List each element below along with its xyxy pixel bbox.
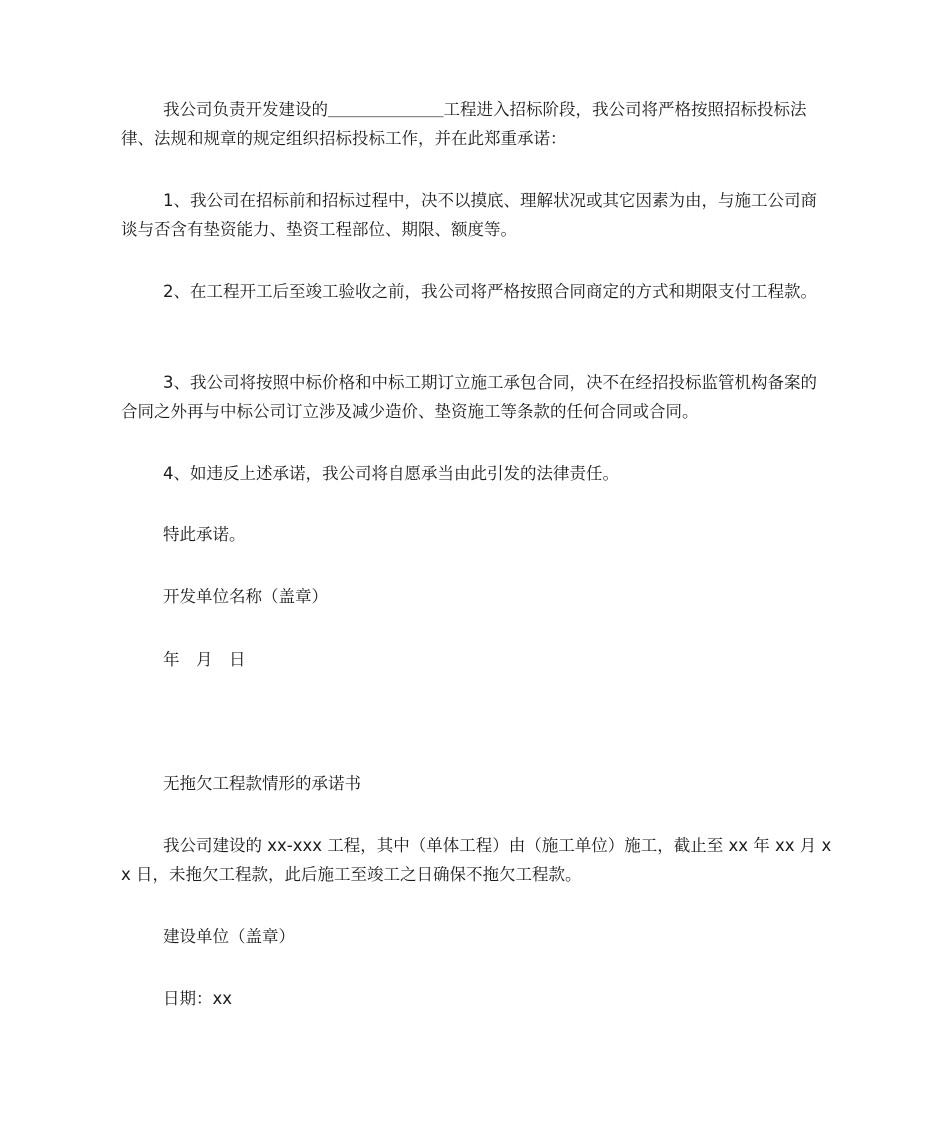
date-line: 年 月 日	[163, 650, 246, 669]
commitment-item-3: 3、我公司将按照中标价格和中标工期订立施工承包合同，决不在经招投标监管机构备案的合同之外再与中标公司订立涉及减少造价、垫资施工等条款的任何合同或合同。	[121, 373, 817, 421]
commitment-closing: 特此承诺。	[163, 525, 246, 544]
commitment-item-4: 4、如违反上述承诺，我公司将自愿承当由此引发的法律责任。	[163, 464, 619, 483]
no-arrears-statement: 我公司建设的 xx-xxx 工程，其中（单体工程）由（施工单位）施工，截止至 xx 年 xx 月 xx 日，未拖欠工程款，此后施工至竣工之日确保不拖欠工程款。	[121, 836, 832, 884]
commitment-intro-paragraph: 我公司负责开发建设的＿＿＿＿＿＿＿工程进入招标阶段，我公司将严格按照招标投标法律、法规和规章的规定组织招标投标工作，并在此郑重承诺：	[121, 100, 807, 148]
date-field: 日期：xx	[163, 989, 233, 1008]
developer-signature-line: 开发单位名称（盖章）	[163, 587, 328, 606]
second-document-title: 无拖欠工程款情形的承诺书	[163, 774, 361, 793]
commitment-item-1: 1、我公司在招标前和招标过程中，决不以摸底、理解状况或其它因素为由，与施工公司商谈与否含有垫资能力、垫资工程部位、期限、额度等。	[121, 191, 817, 239]
commitment-item-2: 2、在工程开工后至竣工验收之前，我公司将严格按照合同商定的方式和期限支付工程款。	[163, 282, 817, 301]
builder-signature-line: 建设单位（盖章）	[163, 927, 295, 946]
